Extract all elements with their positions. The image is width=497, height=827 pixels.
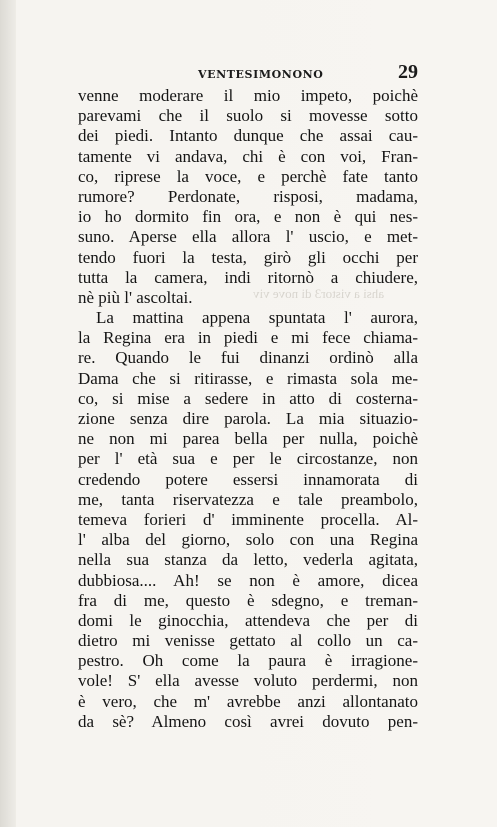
bleed-through-text: ahsi a vistor3 di nove viv: [253, 286, 385, 301]
text-line: credendo potere essersi innamorata di: [78, 469, 418, 489]
text-line: pestro. Oh come la paura è irragione-: [78, 651, 418, 671]
text-line: io ho dormito fin ora, e non è qui nes-: [78, 207, 418, 227]
text-line: è vero, che m' avrebbe anzi allontanato: [78, 691, 418, 711]
text-line: venne moderare il mio impeto, poichè: [78, 86, 418, 105]
text-line: tamente vi andava, chi è con voi, Fran-: [78, 146, 418, 166]
text-line: suno. Aperse ella allora l' uscio, e met-: [78, 227, 418, 247]
running-head: VENTESIMONONO: [198, 68, 324, 81]
page-header: [78, 61, 418, 86]
text-line: zione senza dire parola. La mia situazio-: [78, 409, 418, 428]
text-line: re. Quando le fui dinanzi ordinò alla: [78, 348, 418, 368]
page-gutter: [0, 0, 16, 827]
body-text: [78, 86, 418, 732]
text-line: tutta la camera, indi ritornò a chiudere,: [78, 267, 418, 287]
text-line: ne non mi parea bella per nulla, poichè: [78, 429, 418, 449]
paragraph-start-line: La mattina appena spuntata l' aurora,: [96, 308, 418, 328]
text-line: la Regina era in piedi e mi fece chiama-: [78, 328, 418, 348]
text-line: da sè? Almeno così avrei dovuto pen-: [78, 711, 418, 731]
text-line: dietro mi venisse gettato al collo un ca-: [78, 631, 418, 651]
text-line: l' alba del giorno, solo con una Regina: [78, 530, 418, 550]
page-number: 29: [398, 61, 418, 83]
text-line: temeva forieri d' imminente procella. Al-: [78, 509, 418, 529]
text-line: co, riprese la voce, e perchè fate tanto: [78, 166, 418, 186]
text-line: nella sua stanza da letto, vederla agitata,: [78, 550, 418, 570]
text-line: fra di me, questo è sdegno, e treman-: [78, 590, 418, 610]
text-line: co, si mise a sedere in atto di costerna-: [78, 388, 418, 408]
text-line: domi le ginocchia, attendeva che per di: [78, 610, 418, 630]
paragraph-end-line: nè più l' ascoltai.: [78, 287, 193, 307]
text-line: parevami che il suolo si movesse sotto: [78, 106, 418, 126]
text-line: dubbiosa.... Ah! se non è amore, dicea: [78, 570, 418, 590]
text-line: tendo fuori la testa, girò gli occhi per: [78, 247, 418, 267]
text-line: dei piedi. Intanto dunque che assai cau-: [78, 126, 418, 146]
text-line: Dama che si ritirasse, e rimasta sola me-: [78, 368, 418, 388]
text-line: per l' età sua e per le circostanze, non: [78, 449, 418, 469]
text-line: me, tanta riservatezza e tale preambolo,: [78, 489, 418, 509]
text-line: vole! S' ella avesse voluto perdermi, non: [78, 671, 418, 691]
text-line: rumore? Perdonate, risposi, madama,: [78, 186, 418, 206]
